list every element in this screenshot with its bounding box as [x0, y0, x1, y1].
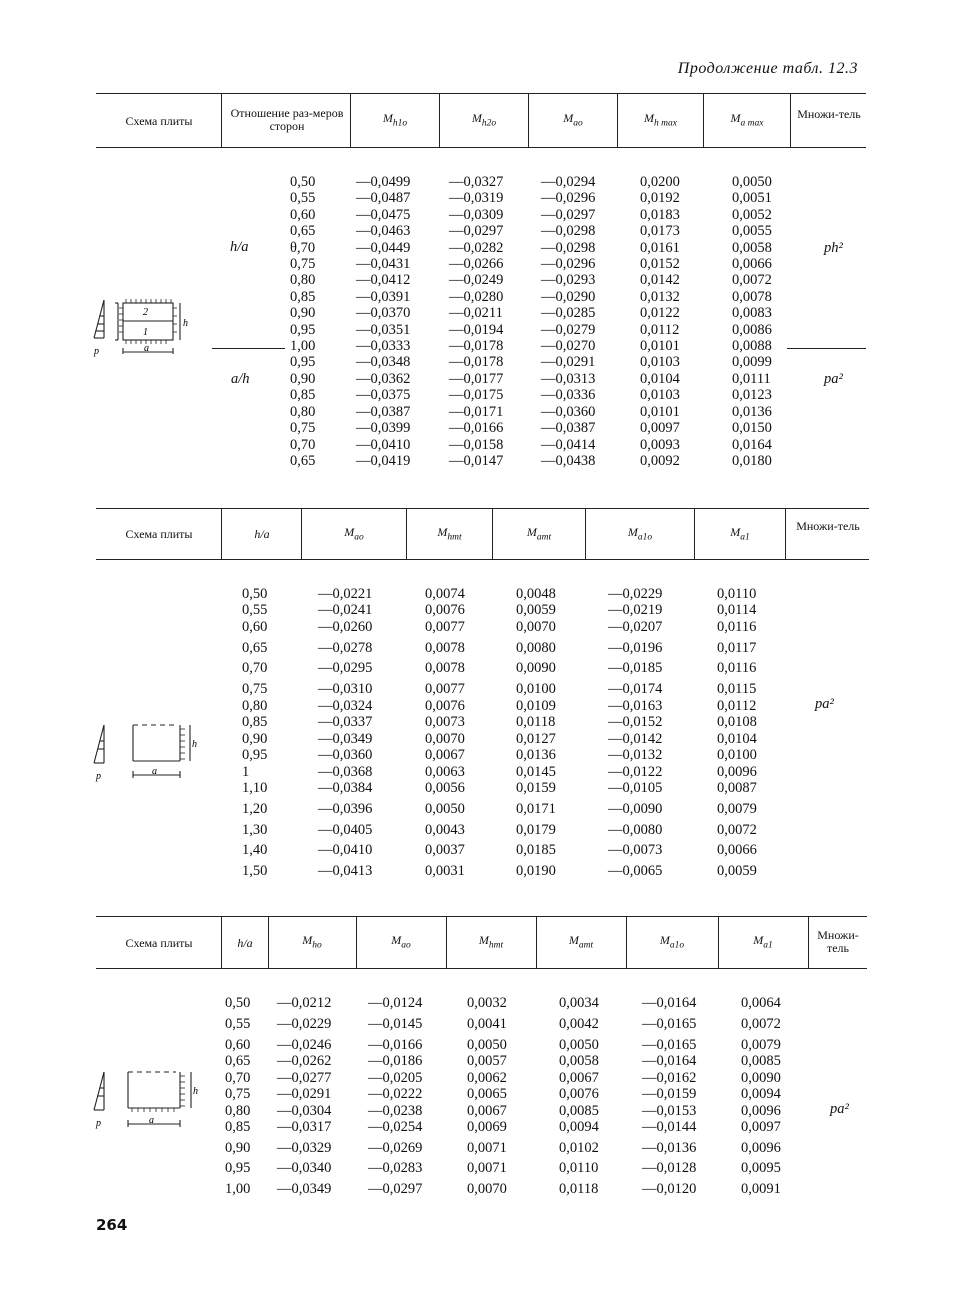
table3-ma1-cell: 0,0094 [741, 1086, 781, 1102]
table2-ha-cell: 0,80 [242, 698, 268, 714]
scheme-1-label-2: 2 [143, 307, 148, 318]
table3-mhmt-cell: 0,0071 [467, 1160, 507, 1176]
table3-ha-cell: 0,50 [225, 995, 251, 1011]
table3-ma1o-cell: —0,0153 [642, 1103, 697, 1119]
table2-mhmt-cell: 0,0078 [425, 640, 465, 656]
table2-mamt-cell: 0,0048 [516, 586, 556, 602]
table3-ma1-cell: 0,0064 [741, 995, 781, 1011]
table3-mho-cell: —0,0291 [277, 1086, 332, 1102]
table3-ma1-cell: 0,0072 [741, 1016, 781, 1032]
table2-mao-cell: —0,0295 [318, 660, 373, 676]
table3-ha-cell: 0,70 [225, 1070, 251, 1086]
t1-col-ratio: 0,50 0,55 0,60 0,65 θ,70 0,75 0,80 0,85 0,90 0,95 1,00 0,95 0,90 0,85 0,80 0,75 0,70 0,65 [290, 174, 316, 469]
table3-mhmt-cell: 0,0057 [467, 1053, 507, 1069]
table2-ma1-cell: 0,0110 [717, 586, 757, 602]
table3-ma1-cell: 0,0090 [741, 1070, 781, 1086]
scheme-3-label-h: h [193, 1086, 198, 1097]
table2-ha-cell: 1,30 [242, 822, 268, 838]
table3-mamt-cell: 0,0102 [559, 1140, 599, 1156]
table2-ma1o-cell: —0,0185 [608, 660, 663, 676]
t3-header-mho: $M_{ho}$ [302, 933, 322, 951]
table3-ma1o-cell: —0,0136 [642, 1140, 697, 1156]
table3-mhmt-cell: 0,0065 [467, 1086, 507, 1102]
t3-header-ha: h/a [237, 936, 253, 950]
table3-mhmt-cell: 0,0070 [467, 1181, 507, 1197]
t1-header-mamax: $M_{a max}$ [730, 111, 764, 129]
table2-ma1o-cell: —0,0105 [608, 780, 663, 796]
table3-mamt-cell: 0,0042 [559, 1016, 599, 1032]
table2-ma1o-cell: —0,0080 [608, 822, 663, 838]
t1-header-mh1o: $M_{h1o}$ [382, 111, 408, 129]
t3-header-mhmt: $M_{hmt}$ [478, 933, 504, 951]
table2-ha-cell: 0,65 [242, 640, 268, 656]
table2-ma1-cell: 0,0112 [717, 698, 757, 714]
scheme-1-label-a: a [144, 343, 149, 354]
t2-header-mhmt: $M_{hmt}$ [437, 525, 462, 543]
table2-ha-cell: 1 [242, 764, 250, 780]
table3-ma1-cell: 0,0085 [741, 1053, 781, 1069]
table3-ha-cell: 0,85 [225, 1119, 251, 1135]
scheme-2-label-p: p [96, 771, 101, 782]
scheme-1-label-1: 1 [143, 327, 148, 338]
table3-mao-cell: —0,0205 [368, 1070, 423, 1086]
t1-header-ratio: Отношение раз-меров сторон [230, 106, 344, 133]
table3-mao-cell: —0,0186 [368, 1053, 423, 1069]
table2-mamt-cell: 0,0127 [516, 731, 556, 747]
table2-mao-cell: —0,0405 [318, 822, 373, 838]
table2-ma1o-cell: —0,0090 [608, 801, 663, 817]
table2-ma1-cell: 0,0059 [717, 863, 757, 879]
scheme-1-label-h: h [183, 318, 188, 329]
table2-mamt-cell: 0,0109 [516, 698, 556, 714]
table2-mamt-cell: 0,0190 [516, 863, 556, 879]
table2-ma1o-cell: —0,0229 [608, 586, 663, 602]
t1-col-mhmax: 0,0200 0,0192 0,0183 0,0173 0,0161 0,0152 0,0142 0,0132 0,0122 0,0112 0,0101 0,0103 0,0104 0,0103 0,0101 0,0097 0,0093 0,0092 [640, 174, 680, 469]
table2-ma1o-cell: —0,0196 [608, 640, 663, 656]
table3-mhmt-cell: 0,0067 [467, 1103, 507, 1119]
table2-ha-cell: 0,60 [242, 619, 268, 635]
t1-col-mh1o: —0,0499 —0,0487 —0,0475 —0,0463 —0,0449 —0,0431 —0,0412 —0,0391 —0,0370 —0,0351 —0,0333 —0,0348 —0,0362 —0,0375 —0,0387 —0,0399 —0,0410 —0,0419 [356, 174, 411, 469]
table3-ha-cell: 0,80 [225, 1103, 251, 1119]
table3-ma1o-cell: —0,0120 [642, 1181, 697, 1197]
table3-ma1-cell: 0,0095 [741, 1160, 781, 1176]
table2-mhmt-cell: 0,0077 [425, 619, 465, 635]
table2-mao-cell: —0,0410 [318, 842, 373, 858]
plate-scheme-2-diagram [88, 715, 208, 785]
table2-mao-cell: —0,0349 [318, 731, 373, 747]
t3-header-ma1: $M_{a1}$ [753, 933, 773, 951]
t2-header-mao: $M_{ao}$ [344, 525, 364, 543]
table2-mhmt-cell: 0,0078 [425, 660, 465, 676]
table2-ma1-cell: 0,0116 [717, 660, 757, 676]
table3-mamt-cell: 0,0110 [559, 1160, 599, 1176]
table3-mao-cell: —0,0297 [368, 1181, 423, 1197]
table3-ha-cell: 1,00 [225, 1181, 251, 1197]
table3-ha-cell: 0,60 [225, 1037, 251, 1053]
table2-mhmt-cell: 0,0070 [425, 731, 465, 747]
table2-ma1-cell: 0,0117 [717, 640, 757, 656]
table2-ma1o-cell: —0,0073 [608, 842, 663, 858]
t1-label-ah: a/h [231, 371, 250, 387]
t2-header-scheme: Схема плиты [125, 527, 193, 541]
table3-mamt-cell: 0,0076 [559, 1086, 599, 1102]
table3-mho-cell: —0,0329 [277, 1140, 332, 1156]
t1-header-mh2o: $M_{h2o}$ [471, 111, 497, 129]
table3-mao-cell: —0,0145 [368, 1016, 423, 1032]
table2-ma1o-cell: —0,0152 [608, 714, 663, 730]
table3-ha-cell: 0,55 [225, 1016, 251, 1032]
t1-header-mao: $M_{ao}$ [563, 111, 583, 129]
table2-ma1-cell: 0,0104 [717, 731, 757, 747]
table3-mao-cell: —0,0124 [368, 995, 423, 1011]
table2-ma1-cell: 0,0079 [717, 801, 757, 817]
table3-mamt-cell: 0,0034 [559, 995, 599, 1011]
scheme-2-label-h: h [192, 739, 197, 750]
table3-ma1-cell: 0,0096 [741, 1140, 781, 1156]
table2-mao-cell: —0,0384 [318, 780, 373, 796]
plate-scheme-3-diagram [88, 1062, 213, 1134]
table2-ma1o-cell: —0,0219 [608, 602, 663, 618]
table2-ma1o-cell: —0,0065 [608, 863, 663, 879]
table2-mhmt-cell: 0,0074 [425, 586, 465, 602]
table2-mamt-cell: 0,0136 [516, 747, 556, 763]
table2-mao-cell: —0,0360 [318, 747, 373, 763]
table3-mamt-cell: 0,0094 [559, 1119, 599, 1135]
table2-mamt-cell: 0,0059 [516, 602, 556, 618]
table2-mhmt-cell: 0,0073 [425, 714, 465, 730]
table3-ma1o-cell: —0,0162 [642, 1070, 697, 1086]
table3-ma1-cell: 0,0091 [741, 1181, 781, 1197]
table2-mao-cell: —0,0310 [318, 681, 373, 697]
table2-ha-cell: 0,75 [242, 681, 268, 697]
table2-mamt-cell: 0,0179 [516, 822, 556, 838]
t1-mult-bottom: pa² [824, 371, 843, 387]
table3-mao-cell: —0,0222 [368, 1086, 423, 1102]
table3-mamt-cell: 0,0067 [559, 1070, 599, 1086]
table2-mamt-cell: 0,0100 [516, 681, 556, 697]
table3-mho-cell: —0,0349 [277, 1181, 332, 1197]
table2-ha-cell: 1,10 [242, 780, 268, 796]
table3-ha-cell: 0,65 [225, 1053, 251, 1069]
table2-mamt-cell: 0,0185 [516, 842, 556, 858]
table2-mhmt-cell: 0,0043 [425, 822, 465, 838]
table2-ha-cell: 0,55 [242, 602, 268, 618]
t2-header-ha: h/a [254, 527, 270, 541]
table2-mhmt-cell: 0,0063 [425, 764, 465, 780]
table2-ma1o-cell: —0,0122 [608, 764, 663, 780]
table3-ma1o-cell: —0,0164 [642, 995, 697, 1011]
scheme-1-label-p: p [94, 346, 99, 357]
table2-ha-cell: 1,20 [242, 801, 268, 817]
t3-header-scheme: Схема плиты [125, 936, 193, 950]
t2-mult: pa² [815, 696, 834, 712]
table2-ma1o-cell: —0,0207 [608, 619, 663, 635]
table2-ha-cell: 0,95 [242, 747, 268, 763]
table2-mao-cell: —0,0260 [318, 619, 373, 635]
scheme-3-label-a: a [149, 1115, 154, 1126]
table3-ha-cell: 0,75 [225, 1086, 251, 1102]
table2-mhmt-cell: 0,0031 [425, 863, 465, 879]
table3-mho-cell: —0,0229 [277, 1016, 332, 1032]
table2-ma1-cell: 0,0066 [717, 842, 757, 858]
table2-mhmt-cell: 0,0050 [425, 801, 465, 817]
table2-ma1-cell: 0,0087 [717, 780, 757, 796]
t2-header-ma1o: $M_{a1o}$ [627, 525, 653, 543]
table2-mao-cell: —0,0368 [318, 764, 373, 780]
table2-mhmt-cell: 0,0077 [425, 681, 465, 697]
table3-mhmt-cell: 0,0032 [467, 995, 507, 1011]
table3-mho-cell: —0,0246 [277, 1037, 332, 1053]
table3-mhmt-cell: 0,0041 [467, 1016, 507, 1032]
table3-ma1o-cell: —0,0159 [642, 1086, 697, 1102]
table3-ma1o-cell: —0,0144 [642, 1119, 697, 1135]
table2-ha-cell: 0,50 [242, 586, 268, 602]
table2-mamt-cell: 0,0070 [516, 619, 556, 635]
t3-header-ma1o: $M_{a1o}$ [659, 933, 685, 951]
scheme-2-label-a: a [152, 766, 157, 777]
t1-mult-top: ph² [824, 240, 843, 256]
table2-ma1-cell: 0,0100 [717, 747, 757, 763]
table3-ha-cell: 0,90 [225, 1140, 251, 1156]
t1-col-mao: —0,0294 —0,0296 —0,0297 —0,0298 —0,0298 —0,0296 —0,0293 —0,0290 —0,0285 —0,0279 —0,0270 —0,0291 —0,0313 —0,0336 —0,0360 —0,0387 —0,0414 —0,0438 [541, 174, 596, 469]
table2-ma1o-cell: —0,0163 [608, 698, 663, 714]
t3-header-mao: $M_{ao}$ [391, 933, 411, 951]
table3-ma1o-cell: —0,0128 [642, 1160, 697, 1176]
table3-mhmt-cell: 0,0069 [467, 1119, 507, 1135]
table2-mamt-cell: 0,0159 [516, 780, 556, 796]
table3-mho-cell: —0,0340 [277, 1160, 332, 1176]
table2-mhmt-cell: 0,0076 [425, 602, 465, 618]
table3-ma1o-cell: —0,0165 [642, 1037, 697, 1053]
table3-mao-cell: —0,0283 [368, 1160, 423, 1176]
page-number: 264 [96, 1216, 128, 1234]
t3-mult: pa² [830, 1101, 849, 1117]
table3-mhmt-cell: 0,0071 [467, 1140, 507, 1156]
table2-mhmt-cell: 0,0076 [425, 698, 465, 714]
table2-mhmt-cell: 0,0067 [425, 747, 465, 763]
table3-mhmt-cell: 0,0050 [467, 1037, 507, 1053]
table2-ha-cell: 1,50 [242, 863, 268, 879]
table3-ma1-cell: 0,0096 [741, 1103, 781, 1119]
table3-ma1o-cell: —0,0164 [642, 1053, 697, 1069]
table2-ma1-cell: 0,0072 [717, 822, 757, 838]
table2-ma1-cell: 0,0114 [717, 602, 757, 618]
t2-header-mamt: $M_{amt}$ [526, 525, 552, 543]
table2-mao-cell: —0,0413 [318, 863, 373, 879]
table2-ma1-cell: 0,0116 [717, 619, 757, 635]
table2-mamt-cell: 0,0090 [516, 660, 556, 676]
table2-mao-cell: —0,0278 [318, 640, 373, 656]
table2-mhmt-cell: 0,0056 [425, 780, 465, 796]
t3-header-mamt: $M_{amt}$ [568, 933, 594, 951]
table3-ma1-cell: 0,0079 [741, 1037, 781, 1053]
table3-mhmt-cell: 0,0062 [467, 1070, 507, 1086]
table2-mamt-cell: 0,0171 [516, 801, 556, 817]
t2-header-ma1: $M_{a1}$ [730, 525, 750, 543]
t3-header-mult: Множи-тель [817, 928, 859, 955]
table2-ha-cell: 0,70 [242, 660, 268, 676]
table3-mho-cell: —0,0262 [277, 1053, 332, 1069]
table2-ha-cell: 1,40 [242, 842, 268, 858]
table2-mao-cell: —0,0337 [318, 714, 373, 730]
t1-label-ha: h/a [230, 239, 249, 255]
t2-header-mult: Множи-тель [796, 519, 860, 533]
table2-ma1-cell: 0,0115 [717, 681, 757, 697]
table2-mao-cell: —0,0324 [318, 698, 373, 714]
table3-mao-cell: —0,0238 [368, 1103, 423, 1119]
table3-mao-cell: —0,0269 [368, 1140, 423, 1156]
table3-mao-cell: —0,0254 [368, 1119, 423, 1135]
table2-mamt-cell: 0,0145 [516, 764, 556, 780]
t1-col-mamax: 0,0050 0,0051 0,0052 0,0055 0,0058 0,0066 0,0072 0,0078 0,0083 0,0086 0,0088 0,0099 0,0111 0,0123 0,0136 0,0150 0,0164 0,0180 [732, 174, 772, 469]
table2-mamt-cell: 0,0080 [516, 640, 556, 656]
table2-mao-cell: —0,0396 [318, 801, 373, 817]
table3-mho-cell: —0,0304 [277, 1103, 332, 1119]
table2-ma1o-cell: —0,0174 [608, 681, 663, 697]
plate-scheme-1-diagram [88, 290, 198, 360]
table3-mamt-cell: 0,0050 [559, 1037, 599, 1053]
table2-ma1-cell: 0,0096 [717, 764, 757, 780]
continuation-title: Продолжение табл. 12.3 [677, 60, 858, 77]
t1-header-mhmax: $M_{h max}$ [644, 111, 677, 129]
t1-header-mult: Множи-тель [797, 107, 861, 121]
table3-ha-cell: 0,95 [225, 1160, 251, 1176]
scheme-3-label-p: p [96, 1118, 101, 1129]
table3-mho-cell: —0,0212 [277, 995, 332, 1011]
t1-col-mh2o: —0,0327 —0,0319 —0,0309 —0,0297 —0,0282 —0,0266 —0,0249 —0,0280 —0,0211 —0,0194 —0,0178 —0,0178 —0,0177 —0,0175 —0,0171 —0,0166 —0,0158 —0,0147 [449, 174, 504, 469]
table3-mho-cell: —0,0317 [277, 1119, 332, 1135]
table2-mao-cell: —0,0221 [318, 586, 373, 602]
table3-mao-cell: —0,0166 [368, 1037, 423, 1053]
table2-mamt-cell: 0,0118 [516, 714, 556, 730]
table2-ma1-cell: 0,0108 [717, 714, 757, 730]
table3-mho-cell: —0,0277 [277, 1070, 332, 1086]
table3-mamt-cell: 0,0058 [559, 1053, 599, 1069]
table3-mamt-cell: 0,0118 [559, 1181, 599, 1197]
table2-mhmt-cell: 0,0037 [425, 842, 465, 858]
table3-ma1-cell: 0,0097 [741, 1119, 781, 1135]
table3-ma1o-cell: —0,0165 [642, 1016, 697, 1032]
table2-ma1o-cell: —0,0142 [608, 731, 663, 747]
table2-ha-cell: 0,90 [242, 731, 268, 747]
t1-header-scheme: Схема плиты [125, 114, 193, 128]
table3-mamt-cell: 0,0085 [559, 1103, 599, 1119]
table2-ha-cell: 0,85 [242, 714, 268, 730]
table2-mao-cell: —0,0241 [318, 602, 373, 618]
table2-ma1o-cell: —0,0132 [608, 747, 663, 763]
